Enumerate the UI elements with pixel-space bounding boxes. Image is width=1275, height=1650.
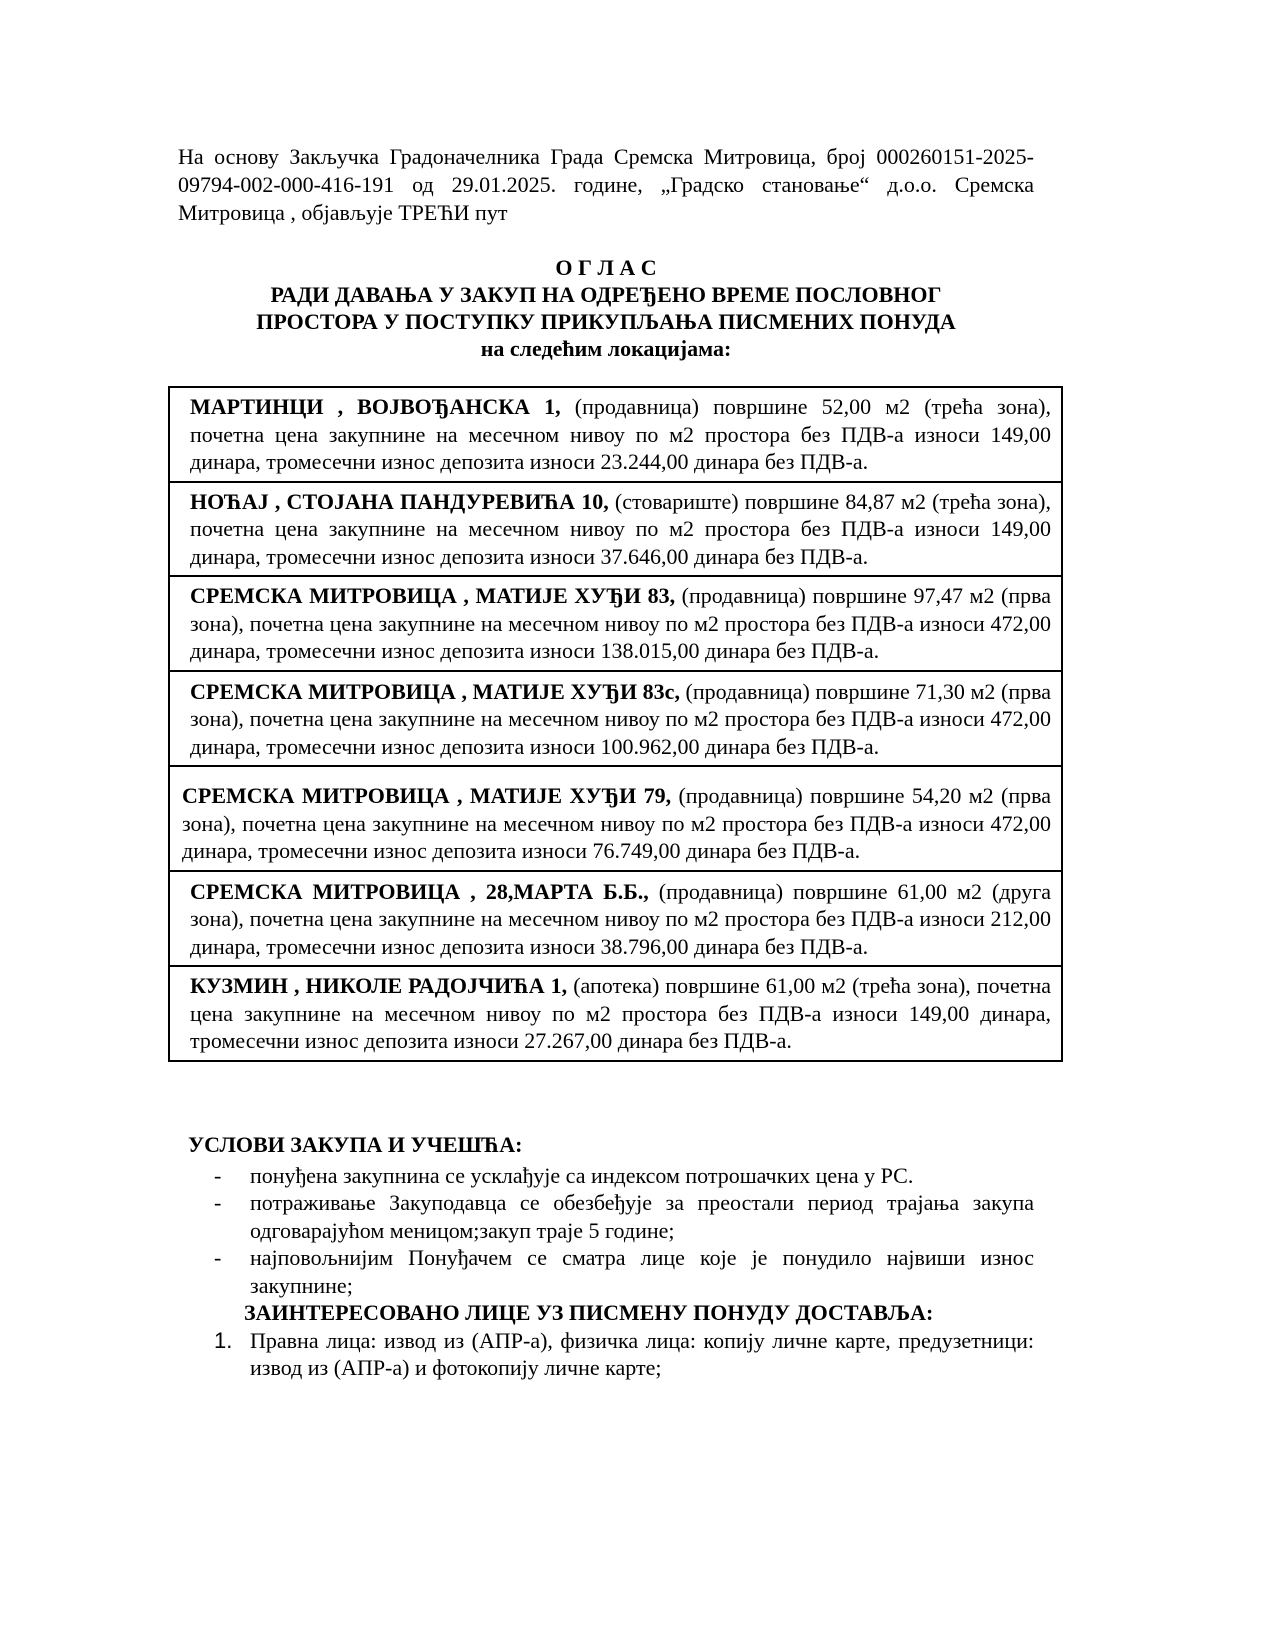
listing-details: (продавница) површине 97,47 м2 (прва зона), почетна цена закупнине на месечном нивоу по м2 простора без ПДВ-а износи 472,00 динара, тромесечни износ депозита износи 138.015,00 динара без ПДВ-а.	[190, 583, 1051, 663]
dash-bullet: -	[214, 1190, 222, 1215]
dash-bullet: -	[214, 1162, 222, 1188]
title-line-2: РАДИ ДАВАЊА У ЗАКУП НА ОДРЕЂЕНО ВРЕМЕ ПОСЛОВНОГ	[270, 282, 942, 307]
listings-table	[168, 386, 1063, 1062]
list-item	[188, 1189, 1034, 1244]
intro-text: На основу Закључка Градоначелника Града Сремска Митровица, број 000260151-2025-09794-002-000-416-191 од 29.01.2025. године, „Градско становање“ д.о.о. Сремска Митровица , објављује ТРЕЋИ пут	[178, 144, 1034, 225]
listing-cell	[169, 482, 1062, 577]
listing-location: НОЋАЈ , СТОЈАНА ПАНДУРЕВИЋА 10,	[190, 488, 609, 514]
condition-text: понуђена закупнина се усклађује са индексом потрошачких цена у РС.	[250, 1162, 914, 1188]
list-item	[188, 1244, 1034, 1299]
title-line-4: на следећим локацијама:	[480, 336, 732, 361]
notice-title	[178, 254, 1034, 362]
title-line-1: О Г Л А С	[555, 255, 657, 280]
dash-bullet: -	[214, 1245, 222, 1270]
condition-text: најповољнијим Понуђачем се сматра лице које је понудило највиши износ закупнине;	[250, 1245, 1034, 1298]
conditions-heading: УСЛОВИ ЗАКУПА И УЧЕШЋА:	[188, 1132, 523, 1157]
listing-location: МАРТИНЦИ , ВОЈВОЂАНСКА 1,	[190, 394, 561, 419]
listing-cell	[169, 671, 1062, 767]
listing-location: КУЗМИН , НИКОЛЕ РАДОЈЧИЋА 1,	[190, 973, 568, 998]
listing-location: СРЕМСКА МИТРОВИЦА , 28,МАРТА Б.Б.,	[190, 878, 649, 904]
listing-location: СРЕМСКА МИТРОВИЦА , МАТИЈЕ ХУЂИ 79,	[182, 783, 672, 808]
listing-row	[169, 766, 1062, 871]
conditions-list	[188, 1162, 1034, 1300]
listing-details: (продавница) површине 71,30 м2 (прва зона), почетна цена закупнине на месечном нивоу по м2 простора без ПДВ-а износи 472,00 динара, тромесечни износ депозита износи 100.962,00 динара без ПДВ-а.	[190, 678, 1051, 759]
listing-row	[169, 482, 1062, 577]
list-item	[188, 1162, 1034, 1190]
listing-location: СРЕМСКА МИТРОВИЦА , МАТИЈЕ ХУЂИ 83с,	[190, 678, 680, 704]
listing-details: (продавница) површине 61,00 м2 (друга зона), почетна цена закупнине на месечном нивоу по м2 простора без ПДВ-а износи 212,00 динара, тромесечни износ депозита износи 38.796,00 динара без ПДВ-а.	[190, 878, 1051, 959]
conditions-section	[188, 1131, 1034, 1382]
listing-details: (продавница) површине 54,20 м2 (прва зона), почетна цена закупнине на месечном нивоу по м2 простора без ПДВ-а износи 472,00 динара, тромесечни износ депозита износи 76.749,00 динара без ПДВ-а.	[182, 783, 1051, 863]
listing-cell	[169, 576, 1062, 671]
listing-location: СРЕМСКА МИТРОВИЦА , МАТИЈЕ ХУЂИ 83,	[190, 583, 676, 608]
listing-cell	[169, 766, 1062, 871]
listing-cell	[169, 871, 1062, 967]
listing-details: (продавница) површине 52,00 м2 (трећа зона), почетна цена закупнине на месечном нивоу по м2 простора без ПДВ-а износи 149,00 динара, тромесечни износ депозита износи 23.244,00 динара без ПДВ-а.	[190, 394, 1051, 474]
listing-details: (стовариште) површине 84,87 м2 (трећа зона), почетна цена закупнине на месечном нивоу по м2 простора без ПДВ-а износи 149,00 динара, тромесечни износ депозита износи 37.646,00 динара без ПДВ-а.	[190, 488, 1051, 569]
listing-row	[169, 387, 1062, 482]
documents-heading: ЗАИНТЕРЕСОВАНО ЛИЦЕ УЗ ПИСМЕНУ ПОНУДУ ДОСТАВЉА:	[244, 1300, 934, 1325]
listing-details: (апотека) површине 61,00 м2 (трећа зона), почетна цена закупнине на месечном нивоу по м2 простора без ПДВ-а износи 149,00 динара, тромесечни износ депозита износи 27.267,00 динара без ПДВ-а.	[190, 973, 1051, 1053]
listing-row	[169, 576, 1062, 671]
condition-text: потраживање Закуподавца се обезбеђује за преостали период трајања закупа одговарајућом меницом;закуп траје 5 године;	[250, 1190, 1034, 1243]
title-line-3: ПРОСТОРА У ПОСТУПКУ ПРИКУПЉАЊА ПИСМЕНИХ ПОНУДА	[256, 309, 956, 334]
document-text: Правна лица: извод из (АПР-а), физичка лица: копију личне карте, предузетници: извод из (АПР-а) и фотокопију личне карте;	[250, 1327, 1034, 1380]
listing-cell	[169, 966, 1062, 1061]
list-item	[188, 1327, 1034, 1382]
listing-row	[169, 671, 1062, 767]
documents-list	[188, 1327, 1034, 1382]
listing-cell	[169, 387, 1062, 482]
item-number: 1.	[214, 1327, 233, 1353]
intro-paragraph	[178, 143, 1034, 227]
listing-row	[169, 966, 1062, 1061]
listing-row	[169, 871, 1062, 967]
